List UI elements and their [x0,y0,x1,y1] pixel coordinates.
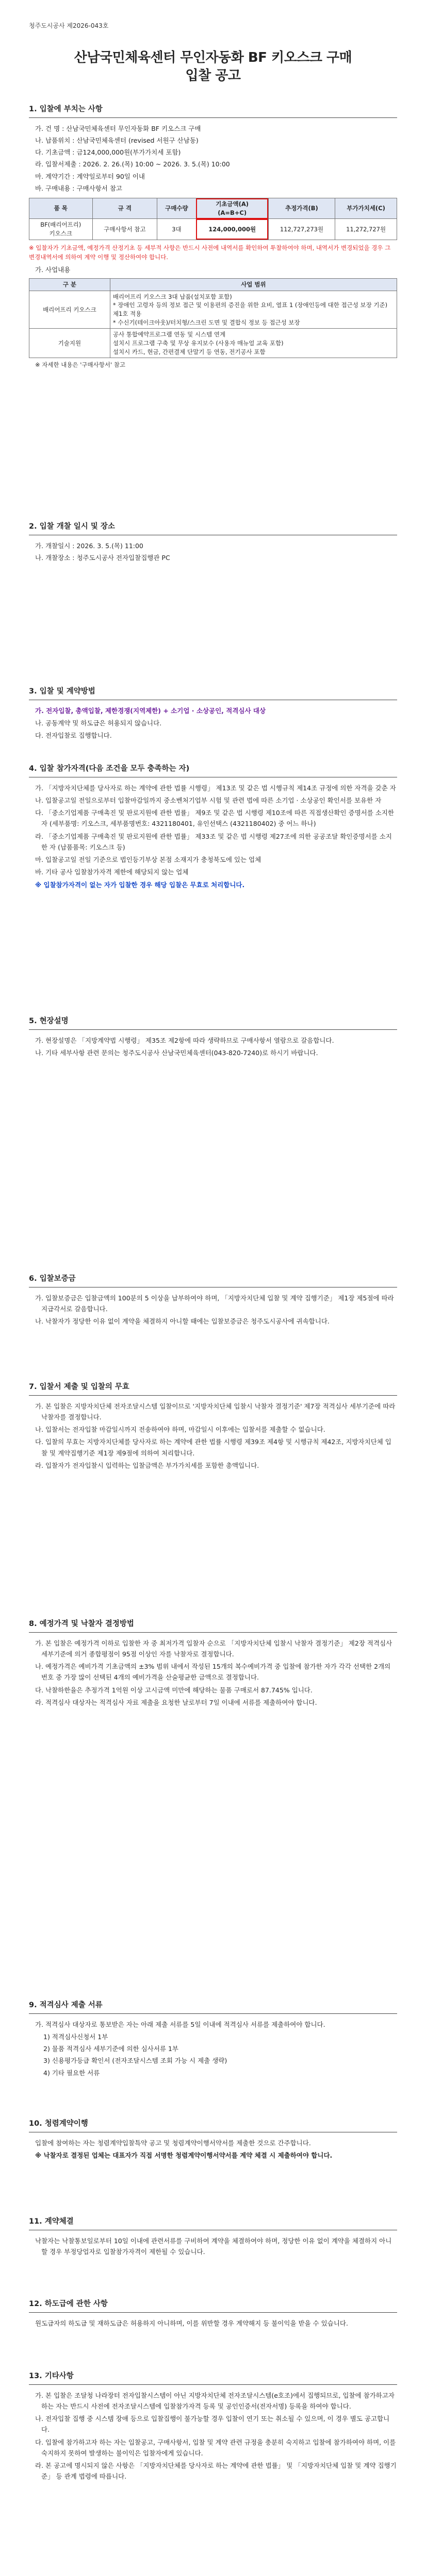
item: 가. 적격심사 대상자로 통보받은 자는 아래 제출 서류를 5일 이내에 적격심사 서류를 제출하여야 합니다. [35,2020,325,2028]
item: 다. 입찰에 참가하고자 하는 자는 입찰공고, 구매사항서, 입찰 및 계약 관련 규정을 충분히 숙지하고 입찰에 참가하여야 하며, 이를 숙지하지 못하여 발생하는 불이익은 입찰자에게 있습니다. [35,2438,396,2457]
table-row [29,329,397,358]
item: 라. 입찰자가 전자입찰시 입력하는 입찰금액은 부가가치세를 포함한 총액입니다. [35,1461,259,1469]
section-7 [29,1381,397,1472]
section-title: 9. 적격심사 제출 서류 [29,1999,397,2014]
section-title: 11. 계약체결 [29,2215,397,2230]
table-header: 사업 범위 [110,278,397,291]
table-row [29,219,397,240]
item: 나. 개찰장소 : 청주도시공사 전자입찰집행관 PC [35,553,170,562]
notice-red: ※ 입찰자가 기초금액, 예정가격 산정기초 등 세부적 사항은 반드시 사전에 내역서를 확인하여 투찰하여야 하며, 내역서가 변경되었을 경우 그 변경내역서에 의하여 계약 이행 및 정산하여야 합니다. [29,244,391,261]
section-title: 6. 입찰보증금 [29,1273,397,1287]
item: 바. 기타 공사 입찰참가자격 제한에 해당되지 않는 업체 [35,868,189,876]
table-header: 부가가치세(C) [335,198,397,219]
item: 가. 전자입찰, 총액입찰, 제한경쟁(지역제한) + 소기업 · 소상공인, 적격심사 대상 [35,706,266,715]
item: 라. 입찰서제출 : 2026. 2. 26.(목) 10:00 ~ 2026. 3. 5.(목) 10:00 [35,160,230,168]
section-3 [29,685,397,742]
item: 나. 전자입찰 집행 중 시스템 장애 등으로 입찰집행이 불가능할 경우 입찰이 연기 또는 취소될 수 있으며, 이 경우 별도 공고합니다. [35,2415,390,2434]
table-cell: 기술지원 [29,329,110,358]
section-12 [29,2298,397,2330]
item: 가. 현장설명은 「지방계약법 시행령」 제35조 제2항에 따라 생략하므로 구매사항서 열람으로 갈음합니다. [35,1036,334,1044]
section-title: 10. 청렴계약이행 [29,2117,397,2132]
item: 3) 신용평가등급 확인서 (전자조달시스템 조회 가능 시 제출 생략) [43,2057,227,2065]
item: 가. 본 입찰은 조달청 나라장터 전자입찰시스템이 아닌 지방자치단체 전자조달시스템(e호조)에서 집행되므로, 입찰에 참가하고자 하는 자는 반드시 사전에 전자조달시스템에 입찰참가자격 등록 및 공인인증서(전자서명) 등록을 하여야 합니다. [35,2391,395,2410]
section-6 [29,1273,397,1328]
item: 나. 기타 세부사항 관련 문의는 청주도시공사 산남국민체육센터(043-820-7240)로 하시기 바랍니다. [35,1048,318,1057]
table-header: 규 격 [92,198,157,219]
item: 나. 납품위치 : 산남국민체육센터 (revised 서원구 산남동) [35,136,199,144]
item: 가. 개찰일시 : 2026. 3. 5.(목) 11:00 [35,541,143,550]
section-title: 4. 입찰 참가자격(다음 조건을 모두 충족하는 자) [29,762,397,777]
section-8 [29,1618,397,1709]
table-header: 추정가격(B) [268,198,335,219]
item: 라. 적격심사 대상자는 적격심사 자료 제출을 요청한 날로부터 7일 이내에 서류를 제출하여야 합니다. [35,1698,317,1706]
title-line-1: 산남국민체육센터 무인자동화 BF 키오스크 구매 [74,50,352,65]
section-title: 3. 입찰 및 계약방법 [29,685,397,700]
section-13 [29,2370,397,2484]
table-header: 구 분 [29,278,110,291]
section-title: 8. 예정가격 및 낙찰자 결정방법 [29,1618,397,1633]
section-11 [29,2215,397,2259]
table-cell: BF(배리어프리) 키오스크 [29,219,93,240]
item: 다. 입찰의 무효는 지방자치단체를 당사자로 하는 계약에 관한 법률 시행령 제39조 제4항 및 시행규칙 제42조, 지방자치단체 입찰 및 계약집행기준 제1장 제9절에 의하여 처리합니다. [35,1438,391,1457]
table-cell: 공사 통합예약프로그램 연동 및 시스템 연계 설치시 프로그램 구축 및 무상 유지보수 (사용자 매뉴얼 교육 포함) 설치시 카드, 현금, 간편결제 단말기 등 연동, 전기공사 포함 [110,329,397,358]
item: 다. 「중소기업제품 구매촉진 및 판로지원에 관한 법률」 제9조 및 같은 법 시행령 제10조에 따른 직접생산확인 증명서를 소지한 자 (세부품명: 키오스크, 세부품명번호: 4321180401, 유인선택스 (4321180402) 중 어느 하나) [35,809,395,828]
item: ※ 낙찰자로 결정된 업체는 대표자가 직접 서명한 청렴계약이행서약서를 계약 체결 시 제출하여야 합니다. [35,2151,333,2159]
table-cell: 배리어프리 키오스크 [29,291,110,329]
section-2 [29,520,397,564]
title-line-2: 입찰 공고 [185,68,241,84]
note: ※ 자세한 내용은 '구매사항서' 참고 [35,361,125,369]
table-cell: 3대 [157,219,196,240]
item: 4) 기타 필요한 서류 [43,2069,100,2077]
section-4 [29,762,397,892]
purchase-table [29,198,397,240]
section-title: 13. 기타사항 [29,2370,397,2385]
item: 가. 본 입찰은 예정가격 이하로 입찰한 자 중 최저가격 입찰자 순으로 「지방자치단체 입찰시 낙찰자 결정기준」 제2장 적격심사 세부기준에 의거 종합평점이 95점 이상인 자를 낙찰자로 결정합니다. [35,1639,392,1658]
item: 2) 물품 적격심사 세부기준에 의한 심사서류 1부 [43,2045,178,2053]
item: 다. 낙찰하한율은 추정가격 1억원 이상 고시금액 미만에 해당하는 물품 구매로서 87.745% 입니다. [35,1686,313,1694]
table-row [29,291,397,329]
item: 나. 공동계약 및 하도급은 허용되지 않습니다. [35,719,162,727]
item: 다. 전자입찰로 집행합니다. [35,732,112,740]
item: 마. 입찰공고일 전일 기준으로 법인등기부상 본점 소재지가 충청북도에 있는 업체 [35,856,261,864]
section-10 [29,2117,397,2162]
table-header: 기초금액(A) (A=B+C) [196,198,268,219]
item: 1) 적격심사신청서 1부 [43,2032,108,2041]
item: 라. 본 공고에 명시되지 않은 사항은 「지방자치단체를 당사자로 하는 계약에 관한 법률」 및 「지방자치단체 입찰 및 계약 집행기준」 등 관계 법령에 따릅니다. [35,2462,397,2481]
item: 나. 입찰공고일 전일으로부터 입찰마감일까지 중소벤처기업부 시험 및 관련 법에 따른 소기업 · 소상공인 확인서를 보유한 자 [35,796,382,804]
table-cell: 11,272,727원 [335,219,397,240]
table-cell: 배리어프리 키오스크 3대 납품(설치포함 포함) * 장애인 고령자 등의 정보 접근 및 이용편의 증진을 위한 요비, 열표 1 (장애인등에 대한 접근성 보장 기준) 제1호 적용 * 수신기(테이크아웃)/터치형/스크린 도면 및 결합식 정보 등 접근성 보장 [110,291,397,329]
table-header: 품 목 [29,198,93,219]
item: 바. 구매내용 : 구매사항서 참고 [35,184,122,192]
document-number: 청주도시공사 제2026-043호 [29,22,109,29]
item: 나. 입찰서는 전자입찰 마감일시까지 전송하여야 하며, 마감일시 이후에는 입찰서를 제출할 수 없습니다. [35,1426,325,1434]
item: 다. 기초금액 : 금124,000,000원(부가가치세 포함) [35,148,181,157]
item: 라. 「중소기업제품 구매촉진 및 판로지원에 관한 법률」 제33조 및 같은 법 시행령 제27조에 의한 공공조달 확인증명서를 소지한 자 (납품품목: 키오스크 등) [35,832,392,851]
item: 나. 예정가격은 예비가격 기초금액의 ±3% 범위 내에서 작성된 15개의 복수예비가격 중 입찰에 참가한 자가 각각 선택한 2개의 번호 중 가장 많이 선택된 4개의 예비가격을 산술평균한 금액으로 결정합니다. [35,1663,391,1682]
table-cell: 구매사항서 참고 [92,219,157,240]
section-9 [29,1999,397,2079]
item: 낙찰자는 낙찰통보일로부터 10일 이내에 관련서류를 구비하여 계약을 체결하여야 하며, 정당한 이유 없이 계약을 체결하지 아니할 경우 부정당업자로 입찰참가자격이 제한될 수 있습니다. [35,2236,392,2256]
warning-note: ※ 입찰참가자격이 없는 자가 입찰한 경우 해당 입찰은 무효로 처리합니다. [35,880,245,889]
table-header: 구매수량 [157,198,196,219]
item: 가. 사업내용 [35,265,71,274]
section-title: 7. 입찰서 제출 및 입찰의 무효 [29,1381,397,1396]
page-title [0,49,426,85]
table-cell: 112,727,273원 [268,219,335,240]
business-table [29,278,397,358]
section-title: 12. 하도급에 관한 사항 [29,2298,397,2313]
item: 가. 건 명 : 산남국민체육센터 무인자동화 BF 키오스크 구매 [35,124,201,132]
item: 마. 계약기간 : 계약일로부터 90일 이내 [35,172,145,180]
item: 입찰에 참여하는 자는 청렴계약입찰특약 공고 및 청렴계약이행서약서를 제출한 것으로 간주합니다. [35,2139,311,2147]
item: 원도급자의 하도급 및 재하도급은 허용하지 아니하며, 이를 위반할 경우 계약해지 등 불이익을 받을 수 있습니다. [35,2319,348,2327]
section-1 [29,103,397,371]
section-title: 1. 입찰에 부치는 사항 [29,103,397,118]
item: 나. 낙찰자가 정당한 이유 없이 계약을 체결하지 아니할 때에는 입찰보증금은 청주도시공사에 귀속합니다. [35,1317,330,1326]
item: 가. 본 입찰은 지방자치단체 전자조달시스템 입찰이므로 '지방자치단체 입찰시 낙찰자 결정기준' 제7장 적격심사 세부기준에 따라 낙찰자를 결정합니다. [35,1402,396,1421]
table-cell: 124,000,000원 [196,219,268,240]
item: 가. 입찰보증금은 입찰금액의 100분의 5 이상을 납부하여야 하며, 「지방자치단체 입찰 및 계약 집행기준」 제1장 제5절에 따라 지급각서로 갈음합니다. [35,1294,394,1313]
section-title: 5. 현장설명 [29,1015,397,1030]
section-5 [29,1015,397,1060]
item: 가. 「지방자치단체를 당사자로 하는 계약에 관한 법률 시행령」 제13조 및 같은 법 시행규칙 제14조 규정에 의한 자격을 갖춘 자 [35,784,396,792]
section-title: 2. 입찰 개찰 일시 및 장소 [29,520,397,535]
